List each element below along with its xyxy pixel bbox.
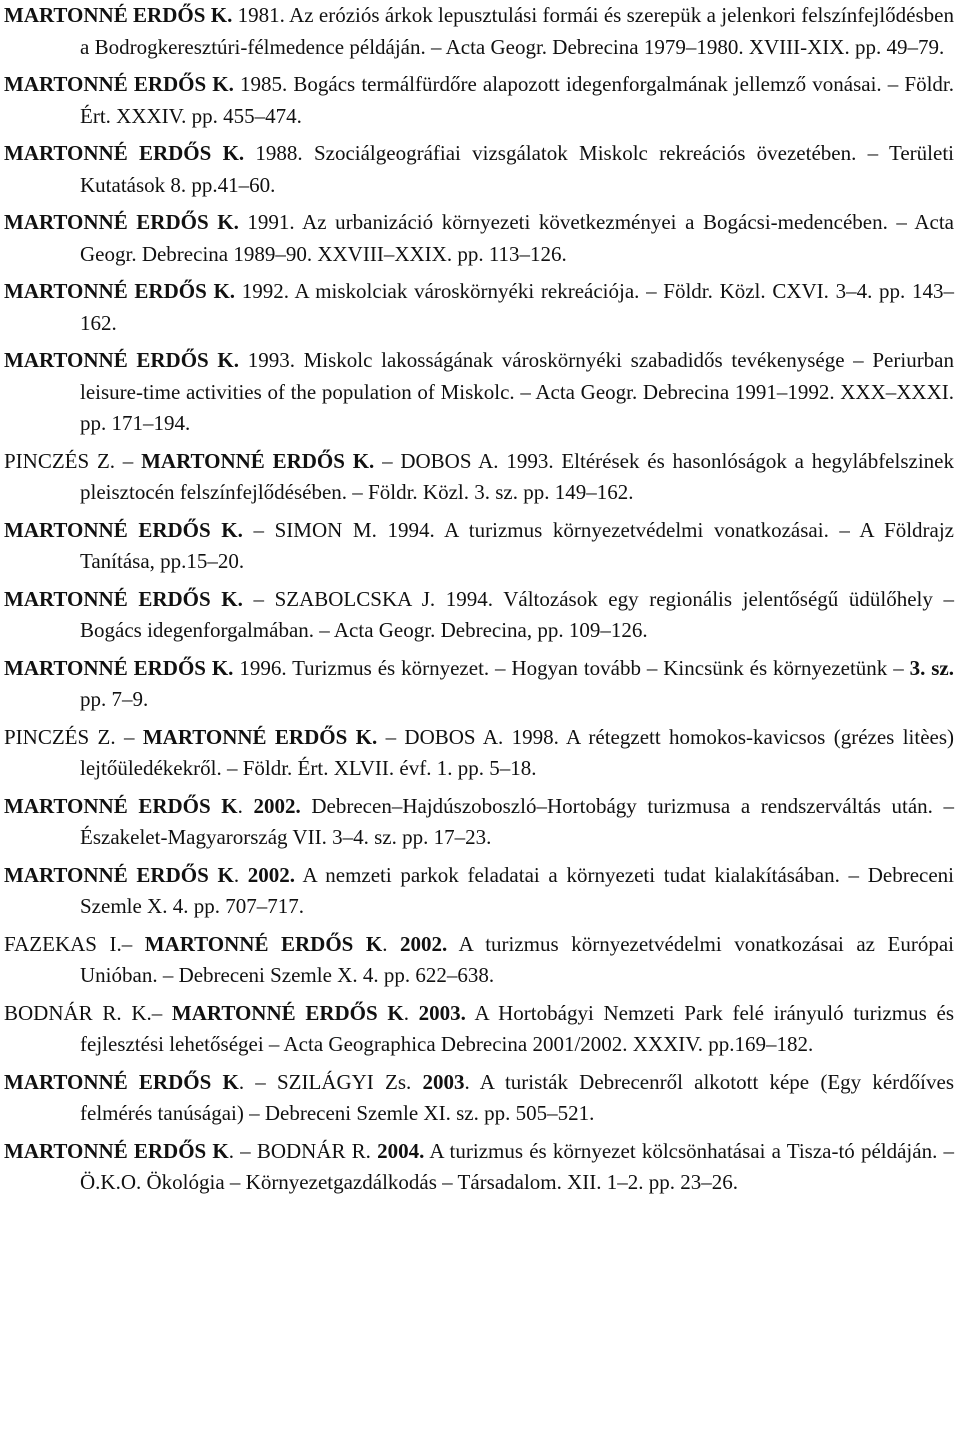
reference-text: A nemzeti parkok feladatai a környezeti tudat kialakításában. – Debreceni Szemle X. 4. pp. 707–717.	[80, 862, 955, 918]
reference-bold-text: 2004.	[377, 1138, 425, 1163]
reference-text: A Hortobágyi Nemzeti Park felé irányuló turizmus és fejlesztési lehetőségei – Acta Geographica Debrecina 2001/2002. XXXIV. pp.169–182.	[80, 1000, 954, 1056]
reference-bold-text: MARTONNÉ ERDŐS K.	[4, 655, 234, 680]
reference-bold-text: 2002.	[253, 793, 301, 818]
reference-entry	[4, 791, 954, 854]
reference-bold-text: 2002.	[400, 931, 448, 956]
reference-text: 1981. Az eróziós árkok lepusztulási formái és szerepük a jelenkori felszínfejlődésben a Bodrogkeresztúri-félmedence példáján. – Acta Geogr. Debrecina 1979–1980. XVIII-XIX. pp. 49–79.	[80, 3, 954, 59]
reference-bold-text: MARTONNÉ ERDŐS K.	[4, 72, 234, 96]
reference-text: .	[233, 862, 248, 887]
reference-entry	[4, 584, 954, 647]
reference-text: .	[382, 931, 401, 956]
reference-entry	[4, 207, 954, 270]
reference-text: .	[237, 793, 254, 818]
reference-text: 1985. Bogács termálfürdőre alapozott idegenforgalmának jellemző vonásai. – Földr. Ért. XXXIV. pp. 455–474.	[80, 72, 954, 128]
reference-text: 1991. Az urbanizáció környezeti következményei a Bogácsi-medencében. – Acta Geogr. Debrecina 1989–90. XXVIII–XXIX. pp. 113–126.	[80, 210, 954, 266]
reference-text: 1993. Miskolc lakosságának városkörnyéki szabadidős tevékenysége – Periurban leisure-time activities of the population of Miskolc. – Acta Geogr. Debrecina 1991–1992. XXX–XXXI. pp. 171–194.	[80, 348, 955, 435]
reference-text: . – BODNÁR R.	[228, 1138, 378, 1163]
reference-text: Debrecen–Hajdúszoboszló–Hortobágy turizmusa a rendszerváltás után. – Északelet-Magyarország VII. 3–4. sz. pp. 17–23.	[80, 793, 955, 849]
reference-text: – SIMON M. 1994. A turizmus környezetvédelmi vonatkozásai. – A Földrajz Tanítása, pp.15–20.	[80, 517, 954, 573]
reference-bold-text: MARTONNÉ ERDŐS K	[171, 1000, 404, 1025]
reference-text: . A turisták Debrecenről alkotott képe (Egy kérdőíves felmérés tanúságai) – Debreceni Szemle XI. sz. pp. 505–521.	[80, 1069, 954, 1125]
reference-text: – SZABOLCSKA J. 1994. Változások egy regionális jelentőségű üdülőhely – Bogács idegenforgalmában. – Acta Geogr. Debrecina, pp. 109–126.	[80, 586, 954, 642]
reference-entry	[4, 1067, 954, 1130]
reference-text: pp. 7–9.	[80, 687, 149, 711]
reference-bold-text: 2003.	[418, 1000, 466, 1025]
reference-text: A turizmus környezetvédelmi vonatkozásai az Európai Unióban. – Debreceni Szemle X. 4. pp. 622–638.	[80, 931, 955, 987]
reference-entry	[4, 653, 954, 716]
reference-text: FAZEKAS I.–	[4, 931, 145, 956]
reference-entry	[4, 1136, 954, 1199]
reference-text: – DOBOS A. 1993. Eltérések és hasonlóságok a hegylábfelszinek pleisztocén felszínfejlődésében. – Földr. Közl. 3. sz. pp. 149–162.	[80, 448, 954, 504]
reference-entry	[4, 998, 954, 1061]
reference-bold-text: MARTONNÉ ERDŐS K.	[4, 210, 239, 234]
reference-text: PINCZÉS Z. –	[4, 724, 143, 749]
reference-bold-text: MARTONNÉ ERDŐS K	[4, 793, 238, 818]
reference-bold-text: MARTONNÉ ERDŐS K.	[4, 517, 243, 542]
reference-bold-text: MARTONNÉ ERDŐS K	[4, 1069, 239, 1094]
reference-bold-text: MARTONNÉ ERDŐS K.	[4, 348, 240, 372]
reference-entry	[4, 722, 954, 785]
reference-bold-text: MARTONNÉ ERDŐS K	[4, 1138, 229, 1163]
reference-text: 1992. A miskolciak városkörnyéki rekreációja. – Földr. Közl. CXVI. 3–4. pp. 143–162.	[80, 279, 954, 335]
reference-text: . – SZILÁGYI Zs.	[238, 1069, 423, 1094]
reference-bold-text: MARTONNÉ ERDŐS K	[4, 862, 234, 887]
reference-text: – DOBOS A. 1998. A rétegzett homokos-kavicsos (grézes litèes) lejtőüledékekről. – Földr. Ért. XLVII. évf. 1. pp. 5–18.	[80, 724, 955, 780]
reference-bold-text: MARTONNÉ ERDŐS K.	[4, 141, 245, 165]
reference-bold-text: MARTONNÉ ERDŐS K.	[142, 724, 378, 749]
reference-bold-text: MARTONNÉ ERDŐS K.	[4, 586, 243, 611]
reference-entry	[4, 0, 954, 63]
reference-bold-text: MARTONNÉ ERDŐS K.	[141, 448, 375, 473]
reference-bold-text: 3. sz.	[909, 655, 954, 680]
reference-entry	[4, 929, 954, 992]
reference-bold-text: MARTONNÉ ERDŐS K	[144, 931, 383, 956]
reference-text: 1996. Turizmus és környezet. – Hogyan tovább – Kincsünk és környezetünk –	[233, 655, 910, 680]
reference-text: BODNÁR R. K.–	[4, 1000, 172, 1025]
reference-entry	[4, 515, 954, 578]
reference-bold-text: 2003	[422, 1069, 465, 1094]
reference-entry	[4, 276, 954, 339]
reference-text: PINCZÉS Z. –	[4, 448, 142, 473]
reference-entry	[4, 138, 954, 201]
reference-text: .	[403, 1000, 419, 1025]
reference-entry	[4, 860, 954, 923]
reference-text: 1988. Szociálgeográfiai vizsgálatok Miskolc rekreációs övezetében. – Területi Kutatások 8. pp.41–60.	[80, 141, 954, 197]
reference-bold-text: MARTONNÉ ERDŐS K.	[4, 3, 233, 27]
reference-entry	[4, 69, 954, 132]
reference-entry	[4, 446, 954, 509]
reference-entry	[4, 345, 954, 440]
reference-text: A turizmus és környezet kölcsönhatásai a Tisza-tó példáján. – Ö.K.O. Ökológia – Környezetgazdálkodás – Társadalom. XII. 1–2. pp. 23–26.	[80, 1138, 955, 1194]
reference-bold-text: MARTONNÉ ERDŐS K.	[4, 279, 236, 303]
reference-bold-text: 2002.	[247, 862, 296, 887]
